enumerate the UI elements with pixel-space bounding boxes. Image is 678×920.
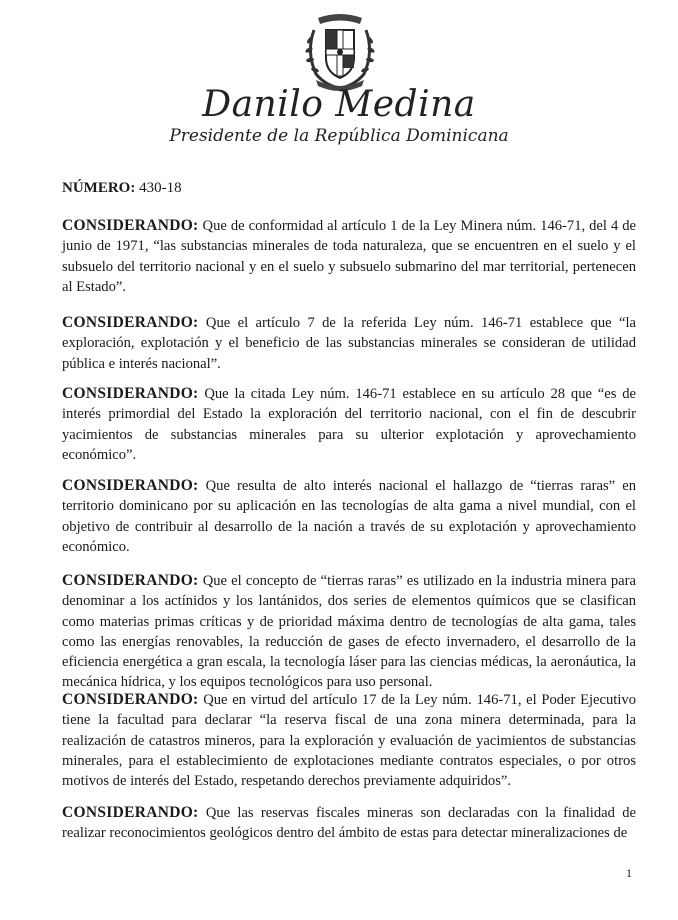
paragraph-text: Que resulta de alto interés nacional el hallazgo de “tierras raras” en territorio dominicano por su aplicación en las tecnologías de alta gama a nivel mundial, con el objetivo de contribuir al desarrollo de la nación a través de su explotación y aprovechamiento económico. [62,478,637,555]
coat-of-arms-icon [300,8,380,92]
considerando-paragraph-4 [62,476,636,557]
paragraph-keyword: CONSIDERANDO: [62,314,199,331]
considerando-paragraph-5 [62,571,636,693]
paragraph-text: Que de conformidad al artículo 1 de la Ley Minera núm. 146-71, del 4 de junio de 1971, “las substancias minerales de toda naturaleza, que se encuentren en el suelo y el subsuelo del territorio nacional y en el suelo y subsuelo submarino del mar territorial, pertenecen al Estado”. [62,218,636,295]
page-number: 1 [626,866,632,880]
paragraph-text: Que las reservas fiscales mineras son declaradas con la finalidad de realizar reconocimientos geológicos dentro del ámbito de estas para detectar mineralizaciones de [62,805,636,842]
paragraph-text: Que el concepto de “tierras raras” es utilizado en la industria minera para denominar a los actínidos y los lantánidos, dos series de elementos químicos que se clasifican como materias primas críticas y de prioridad máxima dentro de tecnologías de alta gama, tales como las energías renovables, la reducción de gases de efecto invernadero, el desarrollo de la eficiencia energética a gran escala, la tecnología láser para las ciencias médicas, la aeronáutica, la mecánica hídrica, y los equipos tecnológicos para uso personal. [62,573,636,691]
paragraph-keyword: CONSIDERANDO: [62,477,199,494]
considerando-paragraph-1 [62,216,636,297]
signature-name: Danilo Medina [202,84,476,125]
considerando-paragraph-7 [62,803,636,844]
paragraph-keyword: CONSIDERANDO: [62,217,199,234]
document-number-value: 430-18 [139,180,182,196]
paragraph-text: Que la citada Ley núm. 146-71 establece en su artículo 28 que “es de interés primordial del Estado la exploración del territorio nacional, con el fin de descubrir yacimientos de substancias minerales para su ulterior explotación y aprovechamiento económico”. [62,386,636,463]
paragraph-text: Que en virtud del artículo 17 de la Ley núm. 146-71, el Poder Ejecutivo tiene la facultad para declarar “la reserva fiscal de una zona minera determinada, para la realización de catastros mineros, para la exploración y evaluación de yacimientos de substancias minerales, para el establecimiento de explotaciones mediante contratos especiales, o por otros motivos de interés del Estado, respetando derechos previamente adquiridos”. [62,692,636,790]
document-number-label: NÚMERO: [62,180,136,196]
paragraph-keyword: CONSIDERANDO: [62,691,199,708]
paragraph-text: Que el artículo 7 de la referida Ley núm. 146-71 establece que “la exploración, explotación y el beneficio de las substancias minerales se consideran de utilidad pública e interés nacional”. [62,315,636,372]
paragraph-keyword: CONSIDERANDO: [62,804,199,821]
paragraph-keyword: CONSIDERANDO: [62,572,199,589]
considerando-paragraph-6 [62,690,636,791]
document-number [62,180,182,197]
considerando-paragraph-3 [62,384,636,465]
paragraph-keyword: CONSIDERANDO: [62,385,199,402]
considerando-paragraph-2 [62,313,636,374]
signature-title: Presidente de la República Dominicana [169,126,509,146]
